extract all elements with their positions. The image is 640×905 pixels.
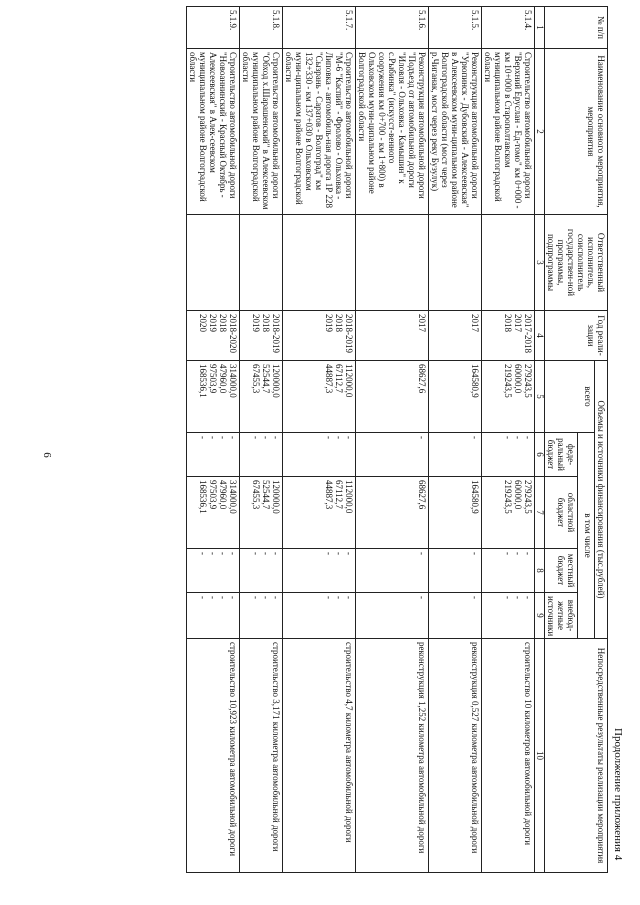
row-federal-line: - (208, 436, 218, 439)
row-years-line: 2019 (324, 314, 334, 332)
row-regional-line: 47960,0 (218, 480, 228, 510)
row-regional (240, 477, 283, 549)
row-years-line: 2019 (208, 314, 218, 332)
program-table (186, 6, 608, 873)
row-federal (283, 433, 356, 477)
row-years (482, 311, 535, 361)
row-result: строительство 10 километров автомобильной дороги (482, 639, 535, 873)
row-regional-line: 279243,5 (523, 480, 533, 514)
header-funding: Объемы и источники финансирования (тыс.рублей) (595, 361, 608, 639)
row-years (187, 311, 240, 361)
row-extra (482, 593, 535, 639)
row-regional-line: 68627,6 (417, 480, 427, 510)
row-federal-line: - (324, 436, 334, 439)
row-total-line: 44887,3 (324, 364, 334, 394)
row-regional (429, 477, 482, 549)
row-name: Строительство автомобильной дороги "Верхний Еруслан - Ед-томо" км 0+000 - км 10+000 в Старополтавском муниципальном районе Волгоградской области (482, 49, 535, 215)
col-number: 5 (535, 361, 545, 433)
row-years (283, 311, 356, 361)
row-federal-line: - (334, 436, 344, 439)
column-number-row (535, 7, 545, 873)
row-regional-line: 164580,9 (470, 480, 480, 514)
row-name: Реконструкция автомобильной дороги "Подъезд от автомобильной дороги "Иловля - Ольховка - Камышин" к с.Рыбинка" (искусст-венного сооружения км 0+700 - км 1+800) в Ольховском муни-ципальном районе Волгоградской области (356, 49, 429, 215)
header-local: местный бюджет (545, 549, 578, 593)
row-local-line: - (228, 552, 238, 555)
row-years-line: 2019 (251, 314, 261, 332)
header-result: Непосредственные результаты реализации мероприятия (545, 639, 608, 873)
row-total-line: 279243,5 (523, 364, 533, 398)
row-local-line: - (251, 552, 261, 555)
row-number: 5.1.8. (240, 7, 283, 49)
row-years-line: 2020 (198, 314, 208, 332)
row-responsible (429, 215, 482, 311)
row-years-line: 2018-2019 (271, 314, 281, 353)
row-number: 5.1.5. (429, 7, 482, 49)
table-row (429, 7, 482, 873)
row-years-line: 2017 (470, 314, 480, 332)
header-federal: феде-ральный бюджет (545, 433, 578, 477)
row-regional-line: 168536,1 (198, 480, 208, 514)
row-local (356, 549, 429, 593)
row-federal (429, 433, 482, 477)
header-name: Наименование основного мероприятия, мероприятия (545, 49, 608, 215)
row-years-line: 2018-2019 (344, 314, 354, 353)
row-years (356, 311, 429, 361)
row-responsible (187, 215, 240, 311)
row-federal-line: - (271, 436, 281, 439)
row-federal (240, 433, 283, 477)
row-regional-line: 60000,0 (513, 480, 523, 510)
header-responsible: Ответственный исполнитель, соисполнитель государствен-ной программы, подпрограммы (545, 215, 608, 311)
col-number: 8 (535, 549, 545, 593)
row-total-line: 112000,0 (344, 364, 354, 398)
row-extra-line: - (208, 596, 218, 599)
appendix-caption: Продолжение приложения 4 (612, 728, 624, 861)
row-extra-line: - (324, 596, 334, 599)
col-number: 3 (535, 215, 545, 311)
row-federal-line: - (218, 436, 228, 439)
table-row (482, 7, 535, 873)
row-years (429, 311, 482, 361)
row-federal-line: - (344, 436, 354, 439)
row-number: 5.1.6. (356, 7, 429, 49)
row-regional-line: 67455,3 (251, 480, 261, 510)
row-total-line: 67112,7 (334, 364, 344, 393)
row-total-line: 219243,5 (503, 364, 513, 398)
row-local (240, 549, 283, 593)
table-body (187, 7, 535, 873)
row-extra-line: - (513, 596, 523, 599)
row-regional-line: 44887,3 (324, 480, 334, 510)
row-responsible (356, 215, 429, 311)
row-extra-line: - (470, 596, 480, 599)
row-years-line: 2018 (218, 314, 228, 332)
row-local (187, 549, 240, 593)
header-regional: областной бюджет (545, 477, 578, 549)
row-regional-line: 97503,9 (208, 480, 218, 510)
row-federal-line: - (513, 436, 523, 439)
row-local (482, 549, 535, 593)
row-name: Строительство автомобильной дороги "Обход х.Шарашенский" в Алексеевском муниципальном районе Волгоградской области (240, 49, 283, 215)
row-total (482, 361, 535, 433)
row-local-line: - (523, 552, 533, 555)
row-result: реконструкция 1,252 километра автомобильной дороги (356, 639, 429, 873)
col-number: 6 (535, 433, 545, 477)
row-federal (482, 433, 535, 477)
page-number: 6 (40, 452, 53, 458)
row-result: строительство 10,923 километра автомобильной дороги (187, 639, 240, 873)
col-number: 7 (535, 477, 545, 549)
row-regional (482, 477, 535, 549)
header-including: в том числе (578, 433, 595, 639)
row-total-line: 97503,9 (208, 364, 218, 394)
row-total-line: 314000,0 (228, 364, 238, 398)
table-row (187, 7, 240, 873)
row-name: Строительство автомобильной дороги "М-6 "Каспий" - Фролово - Ольховка - Липовка - автомобиль-ная дорога 1Р 228 "Сызрань - Саратов - Волгоград" км 132+330 - км 137+030 в Ольховском муни-ципальном районе Волгоградской области (283, 49, 356, 215)
row-local-line: - (503, 552, 513, 555)
row-extra-line: - (198, 596, 208, 599)
header-extra: внебюд-жетные источники (545, 593, 578, 639)
row-regional-line: 52544,7 (261, 480, 271, 510)
row-total-line: 47960,0 (218, 364, 228, 394)
table-row (356, 7, 429, 873)
row-federal-line: - (503, 436, 513, 439)
row-responsible (283, 215, 356, 311)
row-regional-line: 112000,0 (344, 480, 354, 514)
row-total-line: 164580,9 (470, 364, 480, 398)
row-years-line: 2018 (334, 314, 344, 332)
col-number: 9 (535, 593, 545, 639)
row-extra-line: - (344, 596, 354, 599)
row-extra-line: - (523, 596, 533, 599)
col-number: 10 (535, 639, 545, 873)
row-regional-line: 314000,0 (228, 480, 238, 514)
row-years-line: 2017-2018 (523, 314, 533, 353)
row-total (356, 361, 429, 433)
row-federal-line: - (198, 436, 208, 439)
table-row (283, 7, 356, 873)
row-local-line: - (344, 552, 354, 555)
row-number: 5.1.7. (283, 7, 356, 49)
row-local-line: - (417, 552, 427, 555)
header-total: всего (545, 361, 595, 433)
row-total-line: 120000,0 (271, 364, 281, 398)
row-responsible (240, 215, 283, 311)
row-extra-line: - (218, 596, 228, 599)
row-result: строительство 3,171 километра автомобильной дороги (240, 639, 283, 873)
row-federal-line: - (417, 436, 427, 439)
row-regional-line: 120000,0 (271, 480, 281, 514)
row-total-line: 52544,7 (261, 364, 271, 394)
col-number: 2 (535, 49, 545, 215)
row-years-line: 2017 (417, 314, 427, 332)
row-total-line: 68627,6 (417, 364, 427, 394)
row-total (187, 361, 240, 433)
row-extra-line: - (228, 596, 238, 599)
row-federal-line: - (261, 436, 271, 439)
row-regional (187, 477, 240, 549)
row-local (283, 549, 356, 593)
row-extra-line: - (503, 596, 513, 599)
col-number: 1 (535, 7, 545, 49)
row-federal-line: - (523, 436, 533, 439)
row-total (240, 361, 283, 433)
row-years-line: 2018-2020 (228, 314, 238, 353)
row-local-line: - (261, 552, 271, 555)
row-extra (429, 593, 482, 639)
row-total-line: 67455,3 (251, 364, 261, 394)
row-local-line: - (470, 552, 480, 555)
row-number: 5.1.9. (187, 7, 240, 49)
row-federal (356, 433, 429, 477)
row-extra (240, 593, 283, 639)
row-total (429, 361, 482, 433)
row-extra-line: - (417, 596, 427, 599)
row-regional-line: 219243,5 (503, 480, 513, 514)
row-federal-line: - (470, 436, 480, 439)
row-number: 5.1.4. (482, 7, 535, 49)
row-federal-line: - (228, 436, 238, 439)
row-local-line: - (208, 552, 218, 555)
row-local-line: - (271, 552, 281, 555)
table-row (240, 7, 283, 873)
row-years-line: 2018 (503, 314, 513, 332)
row-responsible (482, 215, 535, 311)
header-year: Год реали-зации (545, 311, 608, 361)
row-total (283, 361, 356, 433)
row-regional-line: 67112,7 (334, 480, 344, 509)
row-local-line: - (218, 552, 228, 555)
row-years-line: 2017 (513, 314, 523, 332)
row-local-line: - (334, 552, 344, 555)
col-number: 4 (535, 311, 545, 361)
row-name: Строительство автомобильной дороги "Новоаннинский - Красный Октябрь - Алексеевская" в Алек-сеевском муниципальном районе Волгоградской области (187, 49, 240, 215)
row-extra-line: - (251, 596, 261, 599)
row-extra (356, 593, 429, 639)
row-extra-line: - (271, 596, 281, 599)
row-regional (283, 477, 356, 549)
row-federal (187, 433, 240, 477)
row-extra (187, 593, 240, 639)
row-extra-line: - (334, 596, 344, 599)
header-no: № п/п (545, 7, 608, 49)
row-extra-line: - (261, 596, 271, 599)
row-result: реконструкция 0,527 километра автомобильной дороги (429, 639, 482, 873)
row-local-line: - (513, 552, 523, 555)
row-years-line: 2018 (261, 314, 271, 332)
row-local-line: - (198, 552, 208, 555)
row-years (240, 311, 283, 361)
row-regional (356, 477, 429, 549)
row-name: Реконструкция автомобильной дороги "Урюпинск - Дубовский - Алексеевская" в Алексеевском муни-ципальном районе Волгоградской области (мост через р.Чиганак, мост через реку Бузулук) (429, 49, 482, 215)
row-federal-line: - (251, 436, 261, 439)
row-total-line: 168536,1 (198, 364, 208, 398)
row-extra (283, 593, 356, 639)
row-result: строительство 4,7 километра автомобильной дороги (283, 639, 356, 873)
row-total-line: 60000,0 (513, 364, 523, 394)
row-local (429, 549, 482, 593)
row-local-line: - (324, 552, 334, 555)
